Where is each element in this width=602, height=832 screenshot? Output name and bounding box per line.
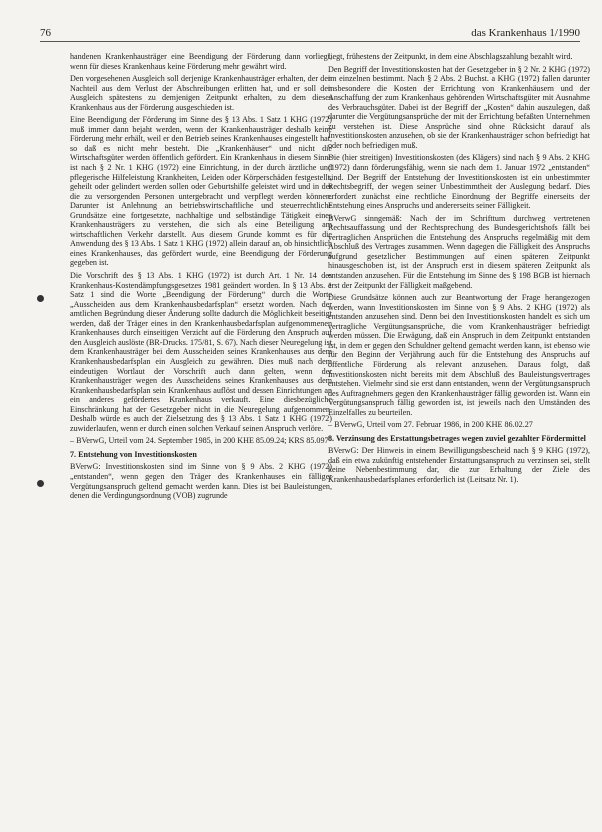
paragraph: Die (hier streitigen) Investitionskosten (des Klägers) sind nach § 9 Abs. 2 KHG (1972) dann förderungsfähig, wenn sie nach dem 1. Januar 1972 „entstanden“ sind. Der Begriff der Entstehung der Investitionskosten ist ein unbestimmter Rechtsbegriff, der wegen seiner Unbestimmtheit der Auslegung bedarf. Dies erfordert zunächst eine rechtliche Einordnung der Begriffe einerseits der Entstehung eines Anspruchs und andererseits seiner Fälligkeit. [328,153,590,211]
citation: – BVerwG, Urteil vom 24. September 1985, in 200 KHE 85.09.24; KRS 85.097 [70,436,329,446]
paragraph: Die Vorschrift des § 13 Abs. 1 KHG (1972) ist durch Art. 1 Nr. 14 des Krankenhaus-Kostendämpfungsgesetzes 1981 geändert worden. In § 13 Abs. 1 Satz 1 sind die Worte „Beendigung der Förderung“ durch die Worte „Ausscheiden aus dem Krankenhausbedarfsplan“ ersetzt worden. Nach der amtlichen Begründung dieser Änderung sollte dadurch die Möglichkeit beseitigt werden, daß der Träger eines in den Krankenhausbedarfsplan aufgenommenen Krankenhauses durch einseitigen Verzicht auf die Förderung den Anspruch auf den Ausgleich auslöste (BR-Drucks. 175/81, S. 67). Nach dieser Neuregelung ist dem Krankenhausträger bei dem Ausscheiden seines Krankenhauses aus dem Krankenhausbedarfsplan ein Ausgleich zu gewähren. Dies muß nach dem eindeutigen Wortlaut der Vorschrift auch dann gelten, wenn der Krankenhausträger wegen des Ausscheidens seines Krankenhauses aus dem Krankenhausbedarfsplan sein Krankenhaus auflöst und dessen Einrichtungen an ein anderes gefördertes Krankenhaus verkauft. Eine diesbezügliche Einschränkung hat der Gesetzgeber nicht in die Neuregelung aufgenommen. Deshalb würde es auch der Zielsetzung des § 13 Abs. 1 Satz 1 KHG (1972) zuwiderlaufen, wenn er durch einen solchen Verkauf seinen Anspruch verlöre. [70,271,332,433]
paragraph: Den vorgesehenen Ausgleich soll derjenige Krankenhausträger erhalten, der den Nachteil aus dem Verlust der Abschreibungen erlitten hat, und er soll den Ausgleich spätestens zu demjenigen Zeitpunkt erhalten, zu dem dieses Krankenhaus aus der Förderung ausgeschieden ist. [70,74,332,112]
scan-dot-mark [37,480,44,487]
paragraph: liegt, frühestens der Zeitpunkt, in dem eine Abschlagszahlung bezahlt wird. [328,52,573,61]
section-heading: 8. Verzinsung des Erstattungsbetrages wegen zuviel gezahlter Fördermittel [328,433,586,443]
journal-title: das Krankenhaus 1/1990 [471,27,580,39]
scan-dot-mark [37,295,44,302]
page-number: 76 [40,27,51,39]
paragraph: handenen Krankenhausträger eine Beendigung der Förderung dann vorliegt, wenn für dieses Krankenhaus keine Förderung mehr gewährt wird. [70,52,332,71]
left-text-column [70,52,332,504]
section-heading: 7. Entstehung von Investitionskosten [70,449,197,459]
citation: – BVerwG, Urteil vom 27. Februar 1986, in 200 KHE 86.02.27 [328,420,533,430]
paragraph: BVerwG sinngemäß: Nach der im Schrifttum durchweg vertretenen Rechtsauffassung und der Rechtsprechung des Bundesgerichtshofs fällt bei vertraglichen Ansprüchen die Entstehung des Anspruchs regelmäßig mit dem Abschluß des Vertrages zusammen. Wenn dagegen die Fälligkeit des Anspruchs aufgrund gesetzlicher Bestimmungen auf einen späteren Zeitpunkt hinausgeschoben ist, ist der Anspruch erst in diesem späteren Zeitpunkt als entstanden anzusehen. Für die Entstehung im Sinne des § 198 BGB ist hiernach erst der Zeitpunkt der Fälligkeit maßgebend. [328,213,590,290]
paragraph: BVerwG: Der Hinweis in einem Bewilligungsbescheid nach § 9 KHG (1972), daß ein etwa zukünftig entstehender Erstattungsanspruch zu verzinsen sei, stellt keine Nebenbestimmung dar, die zur Erhaltung der Ziele des Krankenhausbedarfsplanes erforderlich ist (Leitsatz Nr. 1). [328,446,590,484]
page-header [40,25,580,42]
paragraph: Diese Grundsätze können auch zur Beantwortung der Frage herangezogen werden, wann Investitionskosten im Sinne von § 9 Abs. 2 KHG (1972) als entstanden anzusehen sind. Denn bei den Investitionskosten handelt es sich um vertragliche Vergütungsansprüche, die vom Krankenhausträger befriedigt werden müssen. Die Erwägung, daß ein Anspruch in dem Zeitpunkt entstanden ist, in dem er gegen den Schuldner geltend gemacht werden kann, ist ebenso wie für den Beginn der Verjährung auch für die Entstehung des Anspruchs auf öffentliche Förderung als relevant anzusehen. Daraus folgt, daß Investitionskosten nicht bereits mit dem Abschluß des Bauleistungsvertrages entstehen. Vielmehr sind sie erst dann entstanden, wenn der Vergütungsanspruch des Auftragnehmers gegen den Krankenhausträger fällig geworden ist. Wann ein Vergütungsanspruch fällig geworden ist, ist jeweils nach den Umständen des Einzelfalles zu beurteilen. [328,293,590,417]
paragraph: Eine Beendigung der Förderung im Sinne des § 13 Abs. 1 Satz 1 KHG (1972) muß immer dann bejaht werden, wenn der Krankenhausträger deshalb keine Förderung mehr erhält, weil er den Betrieb seines Krankenhauses eingestellt hat, so daß es nicht mehr besteht. Die „Krankenhäuser“ und nicht die Wirtschaftsgüter werden öffentlich gefördert. Ein Krankenhaus in diesem Sinne ist nach § 2 Nr. 1 KHG (1972) eine Einrichtung, in der durch ärztliche und pflegerische Hilfeleistung Krankheiten, Leiden oder Körperschäden festgestellt, geheilt oder gelindert werden sollen oder Geburtshilfe geleistet wird und in der die zu versorgenden Personen untergebracht und verpflegt werden können. Darunter ist Anlehnung an betriebswirtschaftliche und steuerrechtliche Grundsätze eine fortgesetzte, nachhaltige und selbständige Tätigkeit eines Krankenhausträgers zu verstehen, die sich als eine Beteiligung am wirtschaftlichen Verkehr darstellt. Aus diesem Grunde kommt es für die Anwendung des § 13 Abs. 1 Satz 1 KHG (1972) allein darauf an, ob hinsichtlich eines Krankenhauses, das gefördert wurde, eine Beendigung der Förderung gegeben ist. [70,115,332,268]
paragraph: Den Begriff der Investitionskosten hat der Gesetzgeber in § 2 Nr. 2 KHG (1972) im einzelnen bestimmt. Nach § 2 Abs. 2 Buchst. a KHG (1972) fallen darunter insbesondere die Kosten der Errichtung von Krankenhäusern und der Anschaffung der zum Krankenhaus gehörenden Wirtschaftsgüter mit Ausnahme des Verbrauchsgüter. Dabei ist der Begriff der „Kosten“ dahin auszulegen, daß darunter die Vergütungsansprüche der mit der Errichtung befaßten Unternehmen zu verstehen ist. Diese Ansprüche sind ohne Rücksicht darauf als Investitionskosten anzusehen, ob sie der Krankenhausträger schon befriedigt hat oder noch befriedigen muß. [328,64,590,150]
paragraph: BVerwG: Investitionskosten sind im Sinne von § 9 Abs. 2 KHG (1972) „entstanden“, wenn gegen den Träger des Krankenhauses ein fälliger Vergütungsanspruch geltend gemacht werden kann. Dies ist bei Bauleistungen, denen die Verdingungsordnung (VOB) zugrunde [70,462,332,501]
right-text-column [328,52,590,488]
